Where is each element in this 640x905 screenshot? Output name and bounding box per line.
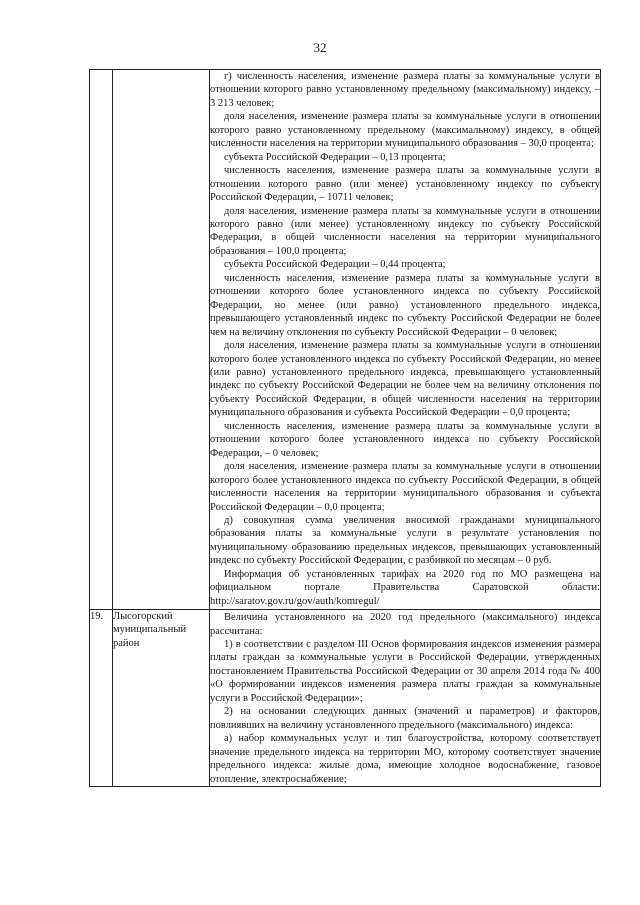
paragraph: доля населения, изменение размера платы за коммунальные услуги в отношении которого более установленного индекса по субъекту Российской Федерации, но менее (или равно) установленного предельного индекса, превышающего установленный индекс по субъекту Российской Федерации не более чем на величину отклонения по субъекту Российской Федерации, в общей численности населения на территории муниципального образования и субъекта Российской Федерации – 0,0 процента; [210, 340, 600, 419]
document-table [89, 69, 601, 787]
paragraph: 2) на основании следующих данных (значений и параметров) и факторов, повлиявших на величину установленного предельного (максимального) индекса: [210, 706, 600, 731]
description-cell [210, 610, 601, 787]
paragraph: Информация об установленных тарифах на 2020 год по МО размещена на официальном портале Правительства Саратовской области: http://saratov.gov.ru/gov/auth/komregul/ [210, 568, 600, 607]
municipality-name-cell [113, 70, 210, 610]
municipality-name-cell: Лысогорский муниципальный район [113, 610, 210, 787]
paragraph: численность населения, изменение размера платы за коммунальные услуги в отношении которого равно (или менее) установленному индексу по субъекту Российской Федерации, – 10711 человек; [210, 165, 600, 204]
paragraph: а) набор коммунальных услуг и тип благоустройства, которому соответствует значение предельного индекса на территории МО, которому соответствует значение предельного индекса: жилые дома, имеющие холодное водоснабжение, газовое отопление, электроснабжение; [210, 733, 600, 785]
row-number-cell: 19. [90, 610, 113, 787]
paragraph: Величина установленного на 2020 год предельного (максимального) индекса рассчитана: [210, 612, 600, 637]
paragraph: субъекта Российской Федерации – 0,13 процента; [224, 151, 446, 163]
table-row [90, 610, 601, 787]
paragraph: численность населения, изменение размера платы за коммунальные услуги в отношении которого более установленного индекса по субъекту Российской Федерации, но менее (или равно) установленного предельного индекса, превышающего установленный индекс по субъекту Российской Федерации не более чем на величину отклонения по субъекту Российской Федерации – 0 человек; [210, 272, 600, 338]
row-number-cell [90, 70, 113, 610]
paragraph: г) численность населения, изменение размера платы за коммунальные услуги в отношении которого равно установленному предельному (максимальному) индексу, – 3 213 человек; [210, 71, 600, 109]
paragraph: д) совокупная сумма увеличения вносимой гражданами муниципального образования платы за коммунальные услуги в результате установления по муниципальному образованию предельных индексов, превышающих установленный индекс по субъекту Российской Федерации, с разбивкой по месяцам – 0 руб. [210, 514, 600, 567]
paragraph: доля населения, изменение размера платы за коммунальные услуги в отношении которого равно (или менее) установленному индексу по субъекту Российской Федерации, в общей численности населения на территории муниципального образования – 100,0 процента; [210, 205, 600, 257]
paragraph: доля населения, изменение размера платы за коммунальные услуги в отношении которого равно установленному предельному (максимальному) индексу, в общей численности населения на территории муниципального образования – 30,0 процента; [210, 111, 600, 150]
page-number: 32 [313, 40, 327, 55]
description-cell [210, 70, 601, 610]
paragraph: численность населения, изменение размера платы за коммунальные услуги в отношении которого более установленного индекса по субъекту Российской Федерации, – 0 человек; [210, 420, 600, 459]
paragraph: 1) в соответствии с разделом III Основ формирования индексов изменения размера платы граждан за коммунальные услуги в Российской Федерации, утвержденных постановлением Правительства Российской Федерации от 30 апреля 2014 года № 400 «О формировании индексов изменения размера платы граждан за коммунальные услуги в Российской Федерации»; [210, 639, 600, 704]
table-row [90, 70, 601, 610]
paragraph: доля населения, изменение размера платы за коммунальные услуги в отношении которого более установленного индекса по субъекту Российской Федерации, в общей численности населения на территории муниципального образования и субъекта Российской Федерации – 0,0 процента; [210, 461, 600, 513]
paragraph: субъекта Российской Федерации – 0,44 процента; [224, 259, 446, 271]
